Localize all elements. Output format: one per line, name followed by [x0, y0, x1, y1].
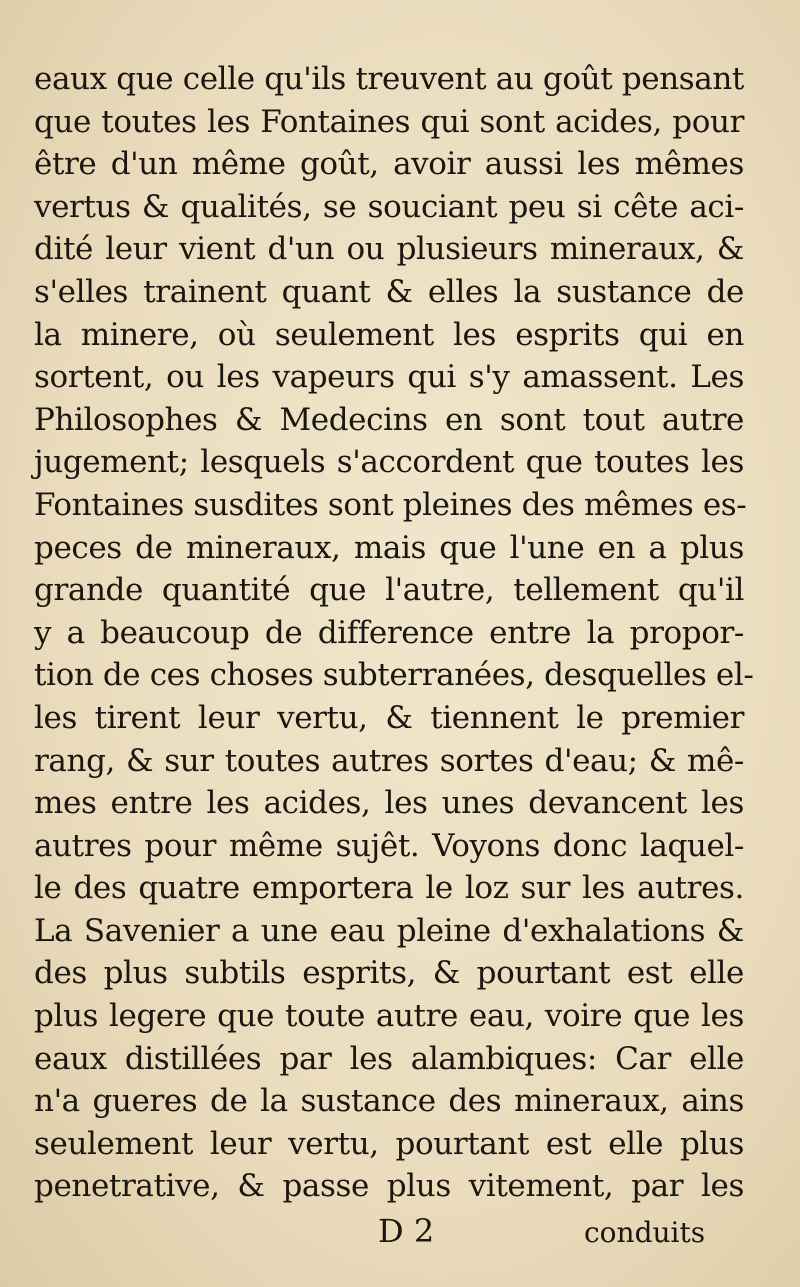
text-line: jugement; lesquels s'accordent que toutes les	[34, 444, 744, 481]
text-line: seulement leur vertu, pourtant est elle plus	[34, 1125, 744, 1162]
text-line: le des quatre emportera le loz sur les autres.	[34, 870, 744, 907]
page-footer	[0, 1212, 800, 1256]
text-line: n'a gueres de la sustance des mineraux, ains	[34, 1083, 744, 1120]
text-line: Philosophes & Medecins en sont tout autre	[34, 401, 744, 438]
text-line: s'elles trainent quant & elles la sustance de	[34, 273, 744, 310]
text-line: sortent, ou les vapeurs qui s'y amassent. Les	[34, 359, 744, 396]
text-line: eaux distillées par les alambiques: Car elle	[34, 1040, 744, 1077]
signature-mark: D 2	[378, 1212, 435, 1250]
text-line: dité leur vient d'un ou plusieurs mineraux, &	[34, 231, 744, 268]
text-line: la minere, où seulement les esprits qui en	[34, 316, 744, 353]
text-line: peces de mineraux, mais que l'une en a plus	[34, 529, 744, 566]
text-line: plus legere que toute autre eau, voire que les	[34, 998, 744, 1035]
text-line: que toutes les Fontaines qui sont acides, pour	[34, 103, 744, 140]
text-line: autres pour même sujêt. Voyons donc laquel-	[34, 827, 744, 864]
text-line: rang, & sur toutes autres sortes d'eau; & mê-	[34, 742, 744, 779]
text-line: La Savenier a une eau pleine d'exhalations &	[34, 912, 744, 949]
text-line: y a beaucoup de difference entre la propor-	[34, 614, 744, 651]
text-line: des plus subtils esprits, & pourtant est elle	[34, 955, 744, 992]
text-line: les tirent leur vertu, & tiennent le premier	[34, 699, 744, 736]
text-line: eaux que celle qu'ils treuvent au goût pensant	[34, 61, 744, 97]
text-line: tion de ces choses subterranées, desquelles el-	[34, 657, 754, 694]
text-line: vertus & qualités, se souciant peu si cête aci-	[34, 188, 744, 225]
text-line: Fontaines susdites sont pleines des mêmes es-	[34, 486, 747, 523]
text-line: penetrative, & passe plus vitement, par les	[34, 1168, 744, 1205]
text-line: grande quantité que l'autre, tellement qu'il	[34, 572, 744, 609]
text-line: être d'un même goût, avoir aussi les mêmes	[34, 146, 744, 183]
catchword: conduits	[584, 1216, 706, 1249]
text-line: mes entre les acides, les unes devancent les	[34, 785, 744, 822]
page-text	[34, 58, 754, 1208]
